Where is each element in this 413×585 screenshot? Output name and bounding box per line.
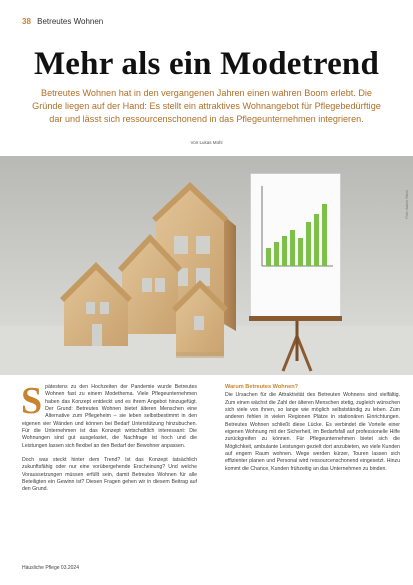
drop-cap: S bbox=[21, 380, 43, 422]
running-header bbox=[22, 17, 103, 26]
article-photo bbox=[0, 156, 413, 375]
article-title: Mehr als ein Modetrend bbox=[33, 46, 380, 82]
wooden-houses-chart-illustration bbox=[0, 156, 413, 375]
photo-credit: Foto: Adobe Stock bbox=[405, 190, 409, 219]
article-lead: Betreutes Wohnen hat in den vergangenen Jahren einen wahren Boom erlebt. Die Gründe liegen auf der Hand: Es stellt ein attraktives Wohnangebot für Pflegebedürftige dar und lässt sich ressourcenschonend in das Pflegeunternehmen integrieren. bbox=[32, 88, 381, 124]
paragraph: Doch was steckt hinter dem Trend? Ist das Konzept tatsächlich zukunftsfähig oder nur eine vorübergehende Erscheinung? Und welche Voraussetzungen müssen erfüllt sein, damit Betreutes Wohnen für alle Beteiligten ein Gewinn ist? Diesen Fragen gehen wir in diesem Beitrag auf den Grund. bbox=[22, 457, 197, 493]
body-column-right bbox=[225, 384, 400, 473]
body-column-left bbox=[21, 380, 197, 494]
section-name: Betreutes Wohnen bbox=[37, 17, 104, 26]
paragraph: Spätestens zu den Hochzeiten der Pandemie wurde Betreutes Wohnen fast zu einem Modethema. Viele Pflegeunternehmen haben das Konzept entdeckt und es ihrem Angebot hinzugefügt. Der Grund: Betreutes Wohnen bietet älteren Menschen eine Alternative zum Pflegeheim – sie leben selbstbestimmt in den eigenen vier Wänden und können bei Bedarf Unterstützung hinzubuchen. Für die Unternehmen ist das Konzept wirtschaftlich interessant: Die Wohnungen sind gut ausgelastet, die Nachfrage ist hoch und die Leistungen lassen sich flexibel an den Bedarf der Bewohner anpassen. bbox=[21, 380, 197, 449]
page-footer: Häusliche Pflege 03.2024 bbox=[22, 565, 79, 571]
paragraph: Die Ursachen für die Attraktivität des Betreuten Wohnens sind vielfältig. Zum einen wächst die Zahl der älteren Menschen stetig, zugleich wünschen sich viele von ihnen, so lange wie möglich selbstständig zu leben. Zum anderen fehlen in vielen Regionen Plätze in stationären Einrichtungen. Betreutes Wohnen schließt diese Lücke. Es verbindet die Vorteile einer eigenen Wohnung mit der Sicherheit, im Bedarfsfall auf professionelle Hilfe zurückgreifen zu können. Für Pflegeunternehmen bietet sich die Möglichkeit, ambulante Leistungen gezielt dort anzubieten, wo viele Kunden auf engem Raum wohnen. Wege werden kürzer, Touren lassen sich effizienter planen und Personal wird ressourcenschonend eingesetzt. Hinzu kommt die Chance, Kunden frühzeitig an das Unternehmen zu binden. bbox=[225, 392, 400, 472]
subheading: Warum Betreutes Wohnen? bbox=[225, 384, 299, 390]
author-byline: Von Lukas Mühl bbox=[190, 140, 223, 145]
page-number: 38 bbox=[22, 17, 31, 26]
